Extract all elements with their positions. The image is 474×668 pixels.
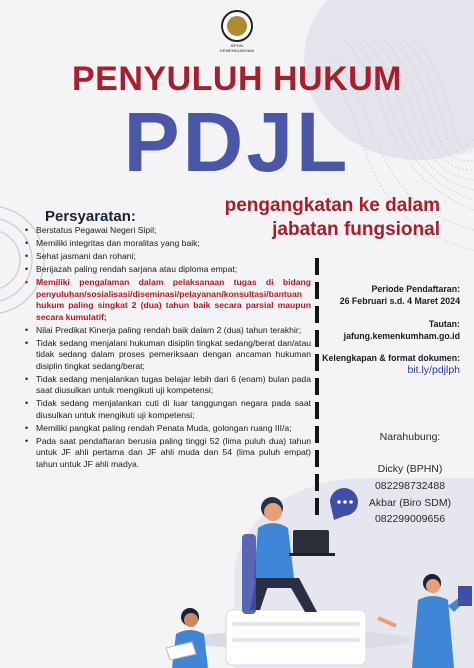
logo-text: BPHN KEMENKUMHAM	[219, 43, 255, 53]
requirement-item: • Tidak sedang menjalankan tugas belajar lebih dari 6 (enam) bulan pada saat diusulkan untuk mengikuti uji kompetensi;	[24, 374, 311, 397]
person-reading-left	[166, 608, 208, 668]
contact-name-1: Dicky (BPHN)	[377, 463, 443, 475]
registration-period	[310, 284, 460, 307]
requirement-item: • Sehat jasmani dan rohani;	[24, 251, 311, 263]
requirement-item: • Pada saat pendaftaran berusia paling tinggi 52 (lima puluh dua) tahun untuk JF ahli pertama dan JF ahli muda dan 54 (lima puluh empat) tahun untuk JF ahli madya.	[24, 436, 311, 471]
link-label: Tautan:	[428, 319, 460, 329]
requirement-item-highlighted: • Memiliki pengalaman dalam pelaksanaan tugas di bidang penyuluhan/sosialisasi/diseminasi/pelayanan/konsultasi/bantuan hukum paling singkat 2 (dua) tahun baik secara parsial maupun secara kumulatif;	[24, 277, 311, 323]
docs-link[interactable]: bit.ly/pdjlph	[407, 363, 460, 376]
link-value[interactable]: jafung.kemenkumham.go.id	[343, 330, 460, 341]
period-value: 26 Februari s.d. 4 Maret 2024	[339, 295, 460, 306]
title-penyuluh-hukum: PENYULUH HUKUM	[72, 60, 402, 98]
requirement-item: • Memiliki integritas dan moralitas yang baik;	[24, 238, 311, 250]
docs-label: Kelengkapan & format dokumen:	[322, 353, 460, 363]
contact-name-2: Akbar (Biro SDM)	[368, 497, 452, 509]
requirement-item: • Nilai Predikat Kinerja paling rendah baik dalam 2 (dua) tahun terakhir;	[24, 325, 311, 337]
title-pdjl: PDJL	[123, 95, 351, 189]
requirements-heading: Persyaratan:	[45, 208, 136, 225]
ministry-logo	[217, 10, 257, 52]
registration-link	[310, 319, 460, 342]
requirement-item: • Tidak sedang menjalani hukuman disiplin tingkat sedang/berat dan/atau tidak sedang dalam proses pemeriksaan dengan ancaman hukuman disiplin tingkat sedang/berat;	[24, 338, 311, 373]
requirement-item: • Tidak sedang menjalankan cuti di luar tanggungan negara pada saat diusulkan untuk mengikuti uji kompetensi;	[24, 398, 311, 421]
period-label: Periode Pendaftaran:	[371, 284, 460, 294]
subtitle-line-1: pengangkatan ke dalam	[224, 195, 440, 216]
documents-info	[300, 353, 460, 376]
contact-phone-1[interactable]: 082298732488	[374, 480, 446, 492]
requirement-item: • Berijazah paling rendah sarjana atau diploma empat;	[24, 264, 311, 276]
ministry-emblem-icon	[221, 10, 253, 42]
contacts-heading: Narahubung:	[379, 431, 441, 443]
contact-phone-2[interactable]: 082299009656	[374, 513, 446, 525]
requirements-list	[24, 225, 311, 472]
requirement-item: • Berstatus Pegawai Negeri Sipil;	[24, 225, 311, 237]
subtitle-line-2: jabatan fungsional	[272, 219, 440, 240]
requirement-item: • Memiliki pangkat paling rendah Penata Muda, golongan ruang III/a;	[24, 423, 311, 435]
